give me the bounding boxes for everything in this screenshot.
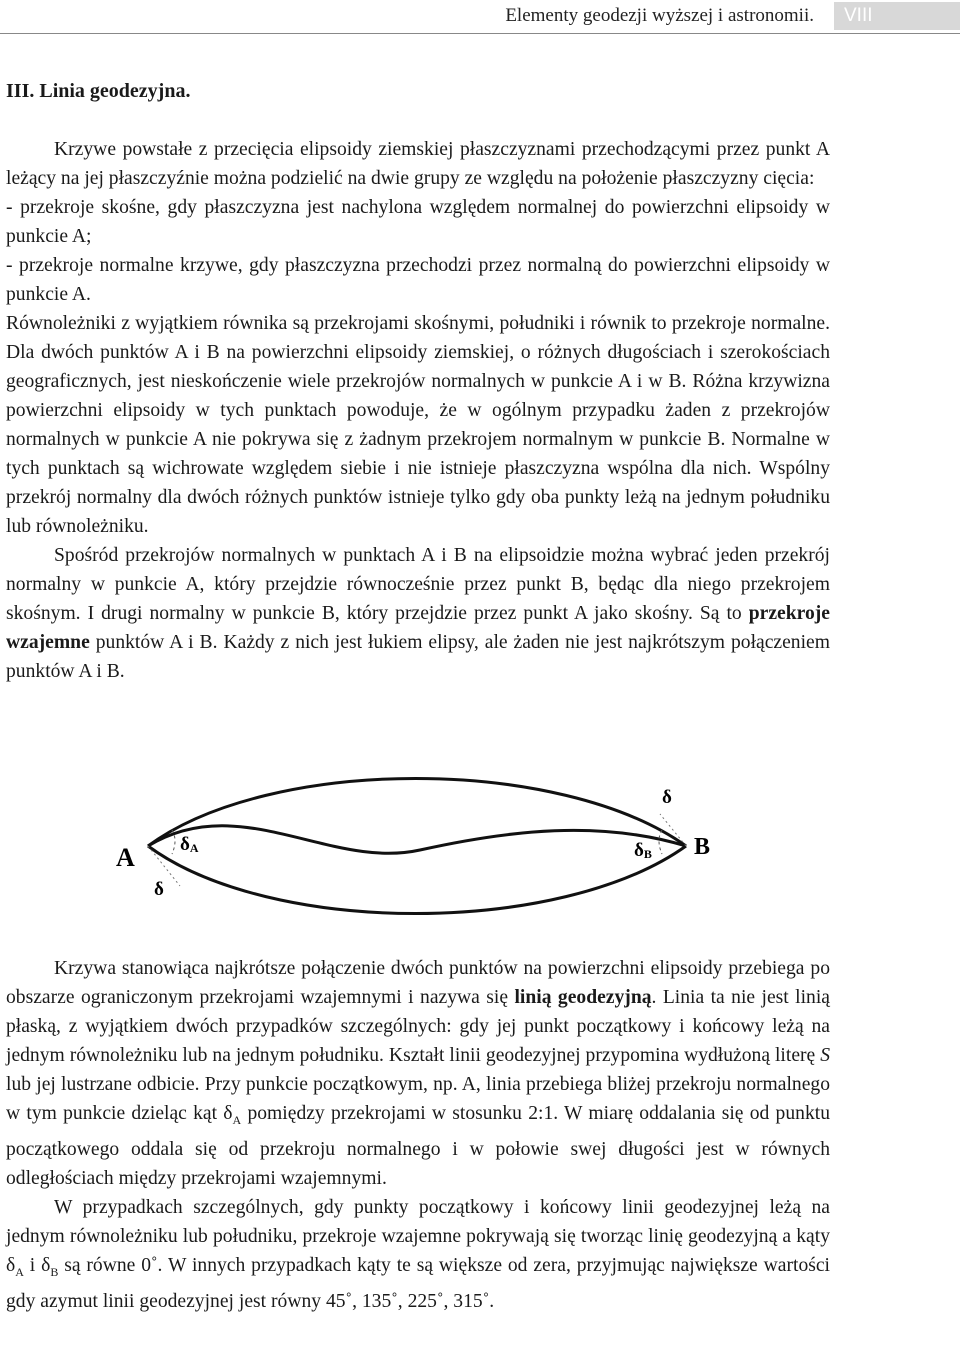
delta-a-label: δA <box>180 834 199 855</box>
point-a-label: A <box>116 843 135 872</box>
delta-upper-right-label: δ <box>662 787 672 808</box>
paragraph-special-cases: W przypadkach szczególnych, gdy punkty początkowy i końcowy linii geodezyjnej leżą na jednym równoleżniku lub południku, przekroje wzajemne pokrywają się tworząc linię geodezyjną a kąty $\delta_A$ i $\delta_B$ są równe 0˚. W innych przypadkach kąty te są większe od zera, przyjmując największe wartości gdy azymut linii geodezyjnej jest równy 45˚, 135˚, 225˚, 315˚. <box>6 1196 831 1312</box>
intro-block <box>6 135 830 686</box>
paragraph-geodesic-definition: Krzywa stanowiąca najkrótsze połączenie dwóch punktów na powierzchni elipsoidy przebiega po obszarze ograniczonym przekrojami wzajemnymi i nazywa się linią geodezyjną. Linia ta nie jest linią płaską, z wyjątkiem dwóch przypadków szczególnych: gdy jej punkt początkowy i końcowy leżą na jednym równoleżniku lub na jednym południku. Kształt linii geodezyjnej przypomina wydłużoną literę S lub jej lustrzane odbicie. Przy punkcie początkowym, np. A, linia przebiega bliżej przekroju normalnego w tym punkcie dzieląc kąt $\delta_A$ pomiędzy przekrojami w stosunku 2:1. W miarę oddalania się od punktu początkowego oddala się od przekroju normalnego i w połowie swej długości jest w równych odległościach między przekrojami wzajemnymi. <box>6 958 830 1189</box>
term-geodesic-line: linią geodezyjną <box>514 987 652 1008</box>
term-mutual-sections: przekroje wzajemne <box>6 603 830 653</box>
header-title: Elementy geodezji wyższej i astronomii. <box>505 5 814 26</box>
paragraph-intro: Krzywe powstałe z przecięcia elipsoidy ziemskiej płaszczyznami przechodzącymi przez punkt A leżący na jej płaszczyźnie można podzielić na dwie grupy ze względu na położenie płaszczyzny cięcia: <box>6 139 830 189</box>
list-item-normal: - przekroje normalne krzywe, gdy płaszczyzna przechodzi przez normalną do powierzchni elipsoidy w punkcie A. <box>6 255 830 305</box>
paragraph-parallels: Równoleżniki z wyjątkiem równika są przekrojami skośnymi, południki i równik to przekroje normalne. Dla dwóch punktów A i B na powierzchni elipsoidy ziemskiej, o różnych długościach i szerokościach geograficznych, jest nieskończenie wiele przekrojów normalnych w punkcie A i w B. Różna krzywizna powierzchni elipsoidy w tych punktach powoduje, że w ogólnym przypadku żaden z przekrojów normalnych w punkcie A nie pokrywa się z żadnym przekrojem normalnym w punkcie B. Normalne w tych punktach są wichrowate względem siebie i nie istnieje płaszczyzna wspólna dla nich. Wspólny przekrój normalny dla dwóch różnych punktów istnieje tylko gdy oba punkty leżą na jednym południku lub równoleżniku. <box>6 313 830 537</box>
letter-s: S <box>820 1045 830 1066</box>
normal-section-upper <box>148 779 686 847</box>
chapter-badge: VIII <box>834 2 960 30</box>
header-divider <box>0 33 960 34</box>
tangent-line-a <box>148 846 180 886</box>
delta-lower-left-label: δ <box>154 879 164 900</box>
normal-section-lower <box>148 846 686 914</box>
delta-b-label: δB <box>634 840 652 861</box>
page-header <box>0 0 960 33</box>
geodesic-line <box>148 826 686 854</box>
list-item-oblique: - przekroje skośne, gdy płaszczyzna jest nachylona względem normalnej do powierzchni elipsoidy w punkcie A; <box>6 197 830 247</box>
paragraph-mutual-sections: Spośród przekrojów normalnych w punktach A i B na elipsoidzie można wybrać jeden przekrój normalny w punkcie A, który przejdzie równocześnie przez punkt B, będąc dla niego przekrojem skośnym. I drugi normalny w punkcie B, który przejdzie przez punkt A jako skośny. Są to przekroje wzajemne punktów A i B. Każdy z nich jest łukiem elipsy, ale żaden nie jest najkrótszym połączeniem punktów A i B. <box>6 545 830 682</box>
point-b-label: B <box>694 834 711 860</box>
angle-arc-b <box>659 830 662 854</box>
section-title: III. Linia geodezyjna. <box>6 80 191 102</box>
geodesic-figure <box>0 770 960 950</box>
geodesic-block <box>6 954 830 1316</box>
